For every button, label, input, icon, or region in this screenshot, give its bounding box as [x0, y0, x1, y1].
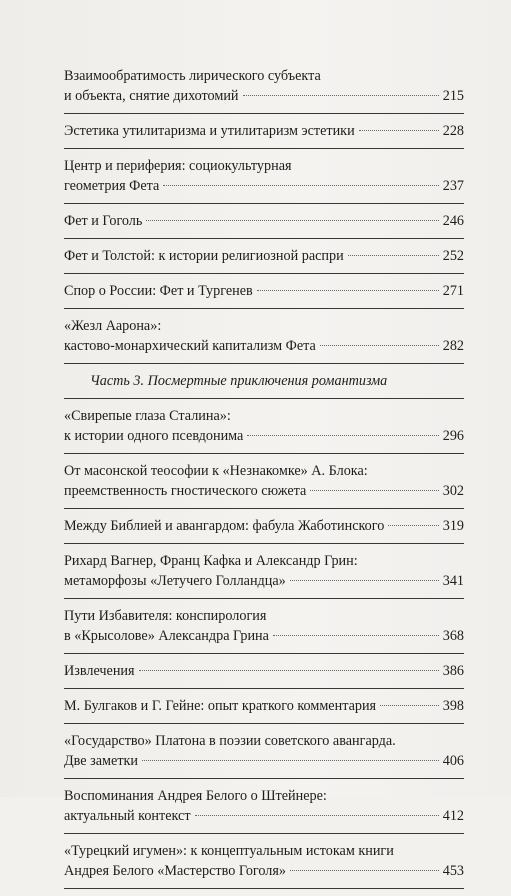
toc-page-number: 282	[442, 338, 464, 354]
entry-rule	[64, 238, 464, 239]
entry-rule	[64, 598, 464, 599]
toc-entry-line	[64, 861, 464, 881]
toc-entry	[64, 156, 464, 204]
toc-entry-title: Воспоминания Андрея Белого о Штейнере:	[64, 788, 327, 804]
toc-page-number: 271	[442, 283, 464, 299]
toc-entry-line	[64, 696, 464, 716]
toc-page-number: 398	[442, 698, 464, 714]
toc-entry	[64, 66, 464, 114]
toc-page-number: 341	[442, 573, 464, 589]
toc-page-number: 237	[442, 178, 464, 194]
toc-entry-line	[64, 461, 464, 481]
toc-entry-title: актуальный контекст	[64, 808, 191, 824]
toc-entry-title: Взаимообратимость лирического субъекта	[64, 68, 321, 84]
toc-entry-line	[64, 156, 464, 176]
toc-entry-line	[64, 281, 464, 301]
toc-entry	[64, 551, 464, 599]
dot-leader	[320, 345, 439, 346]
toc-entry-title: Эстетика утилитаризма и утилитаризм эстетики	[64, 123, 355, 139]
toc-entry-line	[64, 481, 464, 501]
entry-rule	[64, 888, 464, 889]
toc-entry-title: М. Булгаков и Г. Гейне: опыт краткого комментария	[64, 698, 377, 714]
toc-entry-line	[64, 66, 464, 86]
toc-entry-title: Две заметки	[64, 753, 138, 769]
toc-page-number: 215	[442, 88, 464, 104]
toc-entry	[64, 246, 464, 274]
toc-entry-title: метаморфозы «Летучего Голландца»	[64, 573, 286, 589]
toc-page-number: 406	[442, 753, 464, 769]
toc-page-number: 252	[442, 248, 464, 264]
entry-rule	[64, 543, 464, 544]
toc-page-number: 319	[442, 518, 464, 534]
entry-rule	[64, 148, 464, 149]
toc-entry-title: к истории одного псевдонима	[64, 428, 244, 444]
entry-rule	[64, 308, 464, 309]
toc-page-number: 228	[442, 123, 464, 139]
toc-entry-title: «Турецкий игумен»: к концептуальным истокам книги	[64, 843, 394, 859]
toc-page-number: 246	[442, 213, 464, 229]
toc-entry	[64, 461, 464, 509]
toc-entry	[64, 406, 464, 454]
toc-entry	[64, 281, 464, 309]
dot-leader	[388, 525, 438, 526]
dot-leader	[243, 95, 439, 96]
toc-entry-title: и объекта, снятие дихотомий	[64, 88, 239, 104]
dot-leader	[348, 255, 439, 256]
toc-entry-title: Рихард Вагнер, Франц Кафка и Александр Грин:	[64, 553, 358, 569]
toc-entry-line	[64, 606, 464, 626]
toc-entry	[64, 121, 464, 149]
toc-entry-title: Центр и периферия: социокультурная	[64, 158, 292, 174]
toc-entry-title: «Жезл Аарона»:	[64, 318, 162, 334]
entry-rule	[64, 688, 464, 689]
toc-entry-title: Андрея Белого «Мастерство Гоголя»	[64, 863, 286, 879]
dot-leader	[359, 130, 439, 131]
table-of-contents	[64, 66, 464, 896]
toc-entry-line	[64, 121, 464, 141]
toc-entry-title: Между Библией и авангардом: фабула Жаботинского	[64, 518, 385, 534]
entry-rule	[64, 653, 464, 654]
toc-entry-line	[64, 786, 464, 806]
entry-rule	[64, 113, 464, 114]
toc-entry	[64, 606, 464, 654]
toc-entry-line	[64, 426, 464, 446]
toc-entry-line	[64, 246, 464, 266]
toc-entry-line	[64, 86, 464, 106]
toc-entry-line	[64, 751, 464, 771]
dot-leader	[195, 815, 439, 816]
toc-entry-line	[64, 661, 464, 681]
section-title: Часть 3. Посмертные приключения романтизма	[90, 373, 388, 389]
dot-leader	[142, 760, 439, 761]
toc-entry-title: «Государство» Платона в поэзии советского авангарда.	[64, 733, 396, 749]
dot-leader	[290, 580, 439, 581]
toc-entry-line	[64, 806, 464, 826]
toc-entry-line	[64, 516, 464, 536]
toc-entry-title: Фет и Гоголь	[64, 213, 143, 229]
toc-entry	[64, 731, 464, 779]
toc-entries-after	[64, 406, 464, 889]
toc-entry-title: Фет и Толстой: к истории религиозной распри	[64, 248, 344, 264]
toc-page-number: 386	[442, 663, 464, 679]
dot-leader	[146, 220, 438, 221]
dot-leader	[163, 185, 438, 186]
dot-leader	[290, 870, 439, 871]
toc-entry	[64, 786, 464, 834]
toc-entry-title: Спор о России: Фет и Тургенев	[64, 283, 253, 299]
toc-entry-title: кастово-монархический капитализм Фета	[64, 338, 316, 354]
toc-entry-line	[64, 211, 464, 231]
entry-rule	[64, 778, 464, 779]
toc-entry-title: Пути Избавителя: конспирология	[64, 608, 267, 624]
toc-page-number: 302	[442, 483, 464, 499]
dot-leader	[257, 290, 439, 291]
dot-leader	[273, 635, 439, 636]
dot-leader	[139, 670, 439, 671]
toc-entry-line	[64, 406, 464, 426]
entry-rule	[64, 833, 464, 834]
entry-rule	[64, 363, 464, 364]
toc-entry-line	[64, 731, 464, 751]
toc-entry-title: Извлечения	[64, 663, 135, 679]
toc-page-number: 296	[442, 428, 464, 444]
dot-leader	[247, 435, 438, 436]
toc-entry-line	[64, 551, 464, 571]
entry-rule	[64, 273, 464, 274]
dot-leader	[310, 490, 438, 491]
entry-rule	[64, 723, 464, 724]
toc-entry-title: «Свирепые глаза Сталина»:	[64, 408, 231, 424]
toc-entry	[64, 516, 464, 544]
toc-page-number: 453	[442, 863, 464, 879]
dot-leader	[380, 705, 439, 706]
toc-entries-before	[64, 66, 464, 364]
toc-entry-title: в «Крысолове» Александра Грина	[64, 628, 269, 644]
toc-page-number: 368	[442, 628, 464, 644]
toc-entry-title: От масонской теософии к «Незнакомке» А. Блока:	[64, 463, 368, 479]
toc-entry	[64, 211, 464, 239]
section-rule	[64, 398, 464, 399]
toc-entry	[64, 696, 464, 724]
entry-rule	[64, 508, 464, 509]
toc-entry	[64, 316, 464, 364]
toc-page-number: 412	[442, 808, 464, 824]
toc-entry-line	[64, 626, 464, 646]
toc-entry-line	[64, 336, 464, 356]
entry-rule	[64, 453, 464, 454]
toc-entry-line	[64, 571, 464, 591]
toc-entry-line	[64, 176, 464, 196]
entry-rule	[64, 203, 464, 204]
toc-entry	[64, 841, 464, 889]
toc-entry-line	[64, 316, 464, 336]
toc-entry-line	[64, 841, 464, 861]
toc-entry-title: преемственность гностического сюжета	[64, 483, 307, 499]
toc-entry	[64, 661, 464, 689]
toc-entry-title: геометрия Фета	[64, 178, 160, 194]
